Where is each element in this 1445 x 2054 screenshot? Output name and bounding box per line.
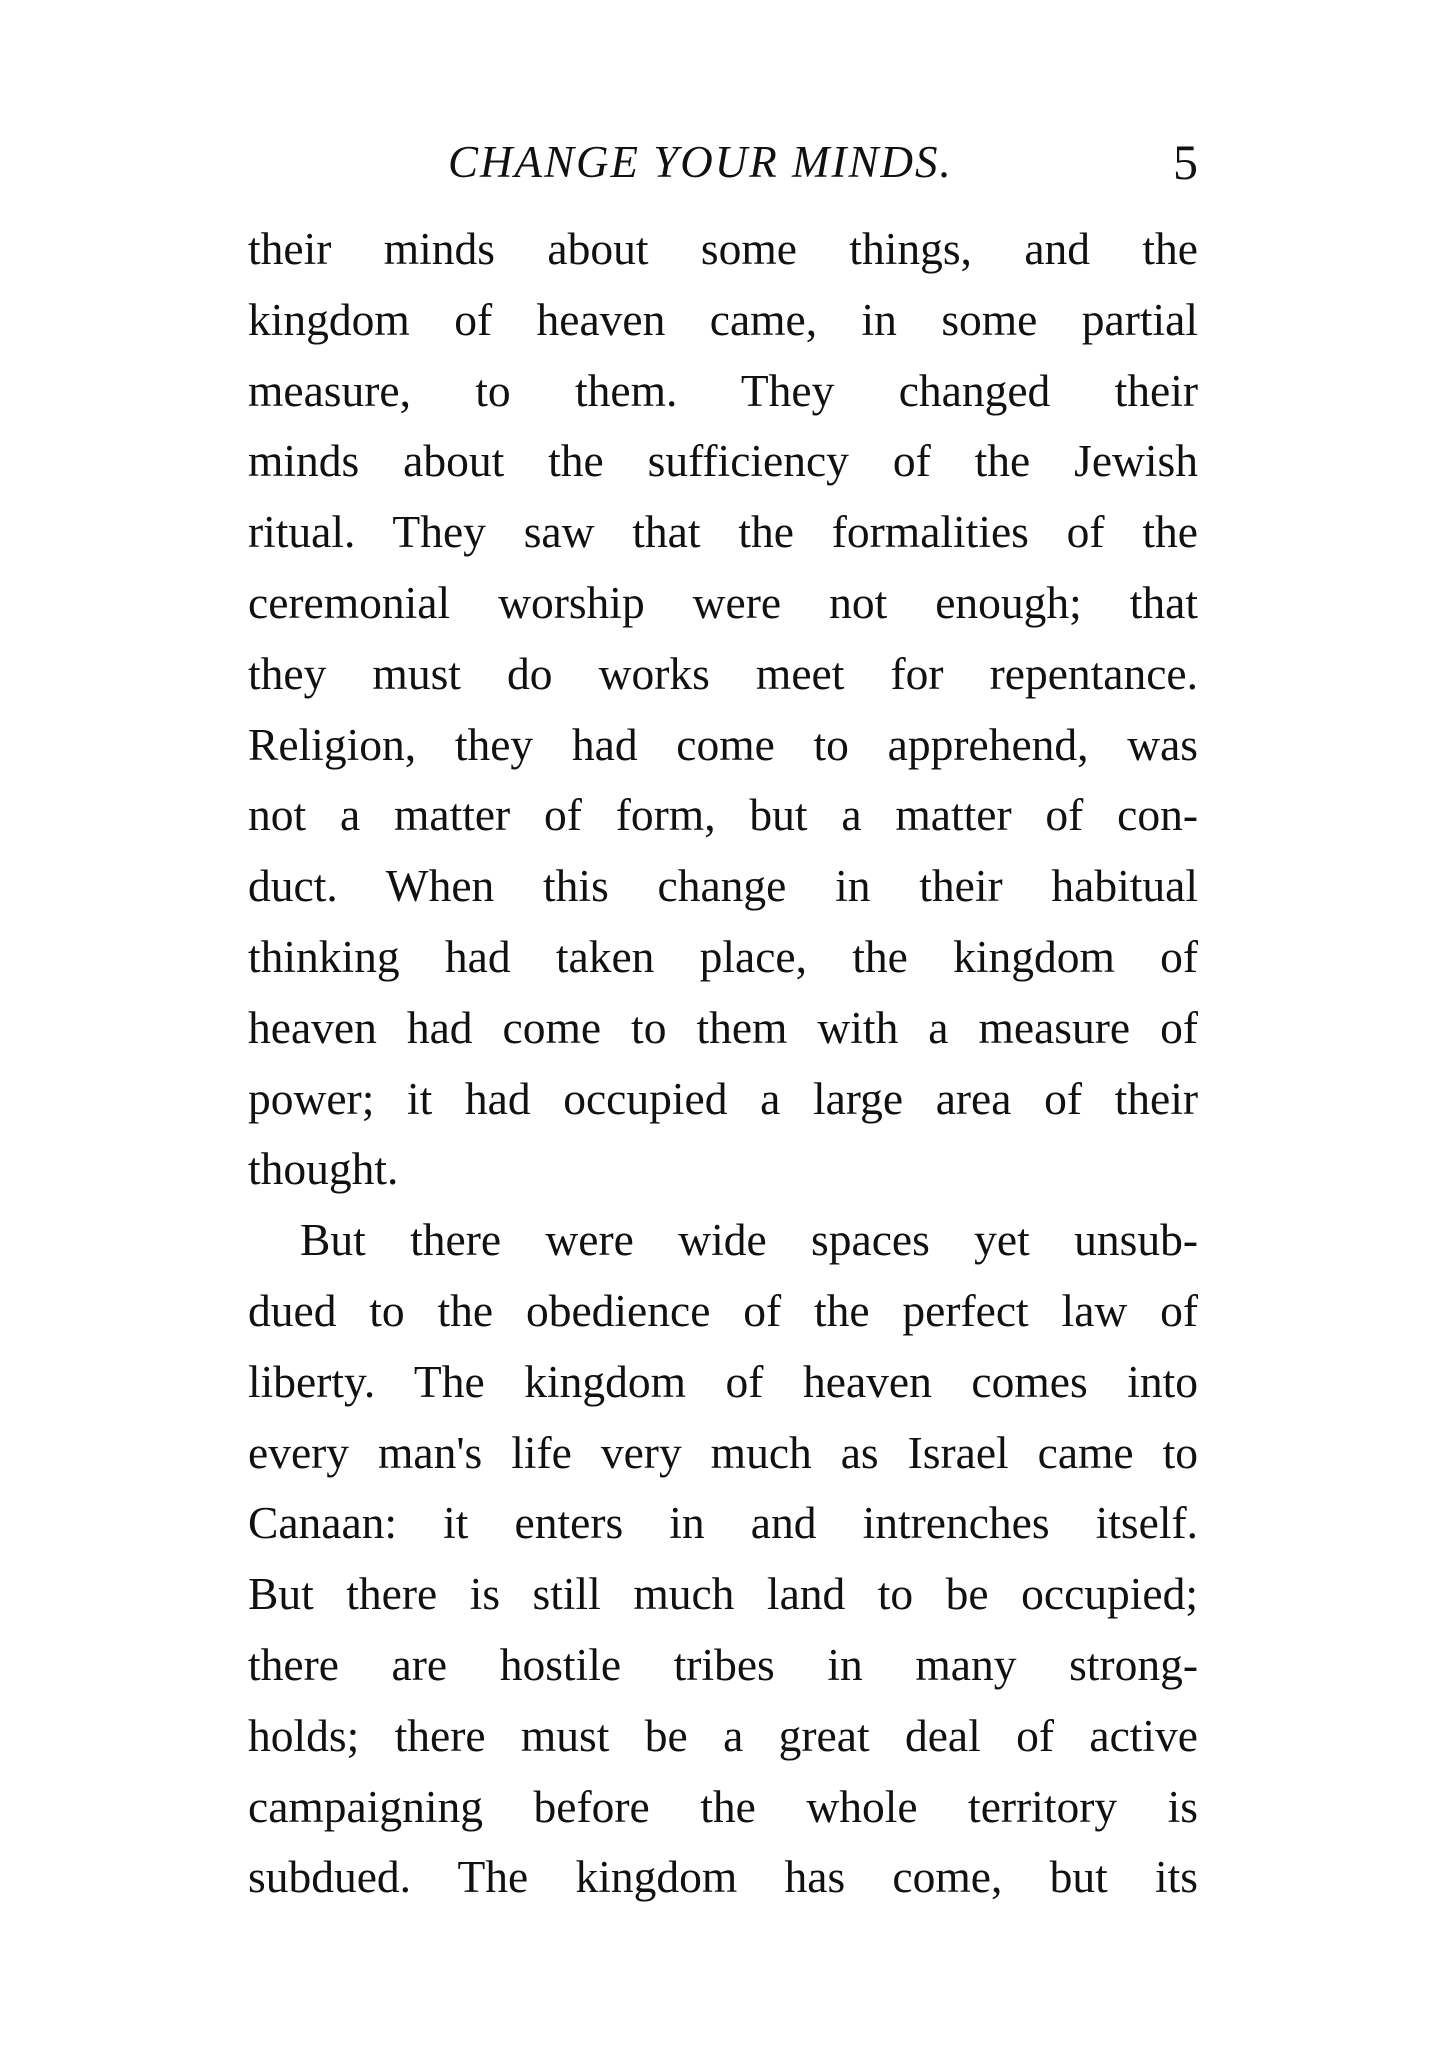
- text-line: ritual. They saw that the formalities of the: [248, 506, 1198, 558]
- text-line: duct. When this change in their habitual: [248, 860, 1198, 912]
- text-line: Religion, they had come to apprehend, was: [248, 718, 1198, 770]
- text-line: But there were wide spaces yet unsub-: [300, 1214, 1198, 1266]
- text-line: power; it had occupied a large area of their: [248, 1072, 1198, 1124]
- text-line: But there is still much land to be occupied;: [248, 1568, 1198, 1620]
- text-line: Canaan: it enters in and intrenches itself.: [248, 1497, 1198, 1549]
- text-line: ceremonial worship were not enough; that: [248, 576, 1198, 628]
- text-line: campaigning before the whole territory is: [248, 1780, 1198, 1832]
- text-line: liberty. The kingdom of heaven comes into: [248, 1355, 1198, 1407]
- text-line: holds; there must be a great deal of active: [248, 1709, 1198, 1761]
- text-line: minds about the sufficiency of the Jewish: [248, 435, 1198, 487]
- text-line: dued to the obedience of the perfect law of: [248, 1284, 1198, 1336]
- text-line: there are hostile tribes in many strong-: [248, 1638, 1198, 1690]
- running-head: [248, 132, 1198, 202]
- body-text: [248, 214, 1198, 1913]
- text-line: measure, to them. They changed their: [248, 364, 1198, 416]
- text-line: thinking had taken place, the kingdom of: [248, 930, 1198, 982]
- page-number: 5: [1173, 134, 1198, 190]
- text-line: not a matter of form, but a matter of con-: [248, 789, 1198, 841]
- running-title: CHANGE YOUR MINDS.: [448, 137, 953, 187]
- text-line: their minds about some things, and the: [248, 223, 1198, 274]
- text-line: thought.: [248, 1143, 399, 1195]
- text-line: heaven had come to them with a measure of: [248, 1001, 1198, 1053]
- text-line: subdued. The kingdom has come, but its: [248, 1851, 1198, 1903]
- text-line: they must do works meet for repentance.: [248, 647, 1198, 699]
- text-line: kingdom of heaven came, in some partial: [248, 293, 1198, 345]
- text-line: every man's life very much as Israel came to: [248, 1426, 1198, 1478]
